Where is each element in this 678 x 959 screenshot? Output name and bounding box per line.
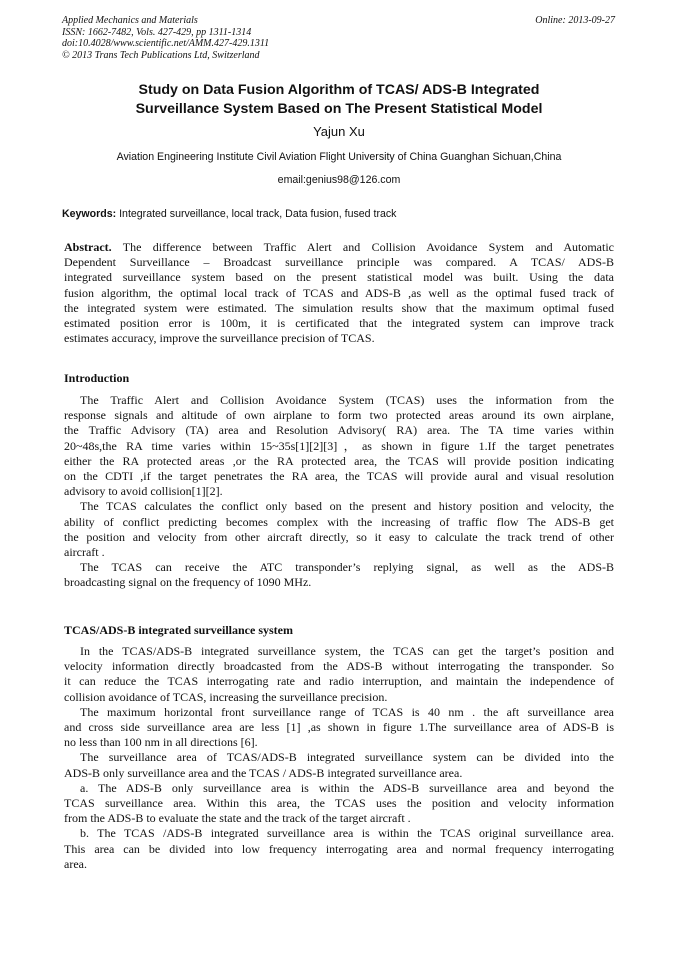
body-line: area. — [64, 856, 87, 871]
body-line: This area can be divided into low frequency interrogating area and normal frequency interrogating — [64, 841, 614, 856]
section-heading: TCAS/ADS-B integrated surveillance system — [64, 623, 293, 637]
body-line: The maximum horizontal front surveillance range of TCAS is 40 nm . the aft surveillance area — [80, 704, 614, 719]
body-line: 20~48s,the RA time varies within 15~35s[1][2][3]，as shown in figure 1.If the target penetrates — [64, 438, 614, 453]
abstract — [64, 240, 614, 346]
doi-line: doi:10.4028/www.scientific.net/AMM.427-429.1311 — [62, 38, 270, 49]
body-line: ability of conflict predicting becomes complex with the increasing of traffic flow The ADS-B get — [64, 514, 614, 529]
online-date: Online: 2013-09-27 — [535, 15, 615, 26]
abstract-line: estimated position error is 100m, it is certificated that the integrated system can improve track — [64, 316, 614, 331]
section-body — [64, 644, 614, 872]
keywords-label: Keywords: — [62, 208, 117, 220]
body-line: from the ADS-B to evaluate the state and the track of the target aircraft . — [64, 811, 411, 826]
keywords — [62, 208, 396, 220]
body-line: broadcasting signal on the frequency of 1090 MHz. — [64, 575, 312, 590]
title-line: Surveillance System Based on The Present Statistical Model — [135, 101, 543, 117]
journal-name: Applied Mechanics and Materials — [62, 15, 198, 26]
abstract-line: estimates accuracy, improve the surveillance precision of TCAS. — [64, 331, 375, 346]
affiliation: Aviation Engineering Institute Civil Aviation Flight University of China Guanghan Sichuan,China — [116, 151, 562, 163]
body-line: TCAS surveillance area. Within this area, the TCAS uses the position and velocity information — [64, 796, 614, 811]
keywords-text: Integrated surveillance, local track, Data fusion, fused track — [116, 208, 397, 220]
body-line: advisory to avoid collision[1][2]. — [64, 484, 223, 499]
title-line: Study on Data Fusion Algorithm of TCAS/ ADS-B Integrated — [138, 82, 540, 98]
body-line: either the RA protected areas ,or the RA protected area, the TCAS will provide position indicating — [64, 453, 614, 468]
body-line: ADS-B only surveillance area and the TCAS / ADS-B integrated surveillance area. — [64, 765, 463, 780]
body-line: the position and velocity from other aircraft directly, so it easy to calculate the track trend of other — [64, 529, 614, 544]
introduction-body — [64, 393, 614, 591]
abstract-line: The difference between Traffic Alert and Collision Avoidance System and Automatic — [111, 240, 614, 254]
abstract-line: Dependent Surveillance – Broadcast surveillance principle was compared. A TCAS/ ADS-B — [64, 255, 614, 270]
author-email: email:genius98@126.com — [277, 174, 401, 186]
body-line: and cross side surveillance area are less [1] ,as shown in figure 1.The surveillance area of ADS-B is — [64, 720, 614, 735]
author-name: Yajun Xu — [313, 124, 365, 139]
abstract-line: integrated surveillance system based on the present statistical model was built. Using the data — [64, 270, 614, 285]
body-line: The TCAS can receive the ATC transponder’s replying signal, as well as the ADS-B — [80, 560, 614, 575]
body-line: The Traffic Alert and Collision Avoidance System (TCAS) uses the information from the — [80, 393, 614, 407]
body-line: response signals and altitude of own airplane to form two protected areas around its own airplane, — [64, 408, 614, 423]
body-line: a. The ADS-B only surveillance area is within the ADS-B surveillance area and beyond the — [80, 780, 614, 795]
issn-line: ISSN: 1662-7482, Vols. 427-429, pp 1311-1314 — [62, 26, 252, 38]
body-line: collision avoidance of TCAS, increasing the surveillance precision. — [64, 689, 388, 704]
paper-title — [62, 81, 616, 119]
body-line: velocity information directly broadcasted from the ADS-B without interrogating the transponder. So — [64, 659, 614, 674]
copyright-line: © 2013 Trans Tech Publications Ltd, Switzerland — [62, 49, 260, 61]
abstract-label: Abstract. — [64, 240, 112, 254]
body-line: In the TCAS/ADS-B integrated surveillance system, the TCAS can get the target’s position and — [80, 644, 614, 658]
journal-header — [62, 15, 269, 61]
body-line: no less than 100 nm in all directions [6]. — [64, 735, 258, 750]
introduction-heading: Introduction — [64, 371, 130, 385]
body-line: b. The TCAS /ADS-B integrated surveillance area is within the TCAS original surveillance area. — [80, 826, 614, 841]
body-line: it can reduce the TCAS interrogating rate and radio interruption, and maintain the independence of — [64, 674, 614, 689]
abstract-line: the integrated system were estimated. The simulation results show that the maximum optimal fused — [64, 300, 614, 315]
body-line: The surveillance area of TCAS/ADS-B integrated surveillance system can be divided into the — [80, 750, 614, 765]
abstract-line: fusion algorithm, the optimal local track of TCAS and ADS-B ,as well as the optimal fused track of — [64, 285, 614, 300]
body-line: The TCAS calculates the conflict only based on the present and history position and velocity, the — [80, 499, 614, 514]
body-line: on the CDTI ,if the target penetrates the RA area, the TCAS will provide aural and visual resolution — [64, 469, 614, 484]
body-line: the Traffic Advisory (TA) area and Resolution Advisory( RA) area. The TA time varies within — [64, 423, 614, 438]
body-line: aircraft . — [64, 545, 105, 560]
